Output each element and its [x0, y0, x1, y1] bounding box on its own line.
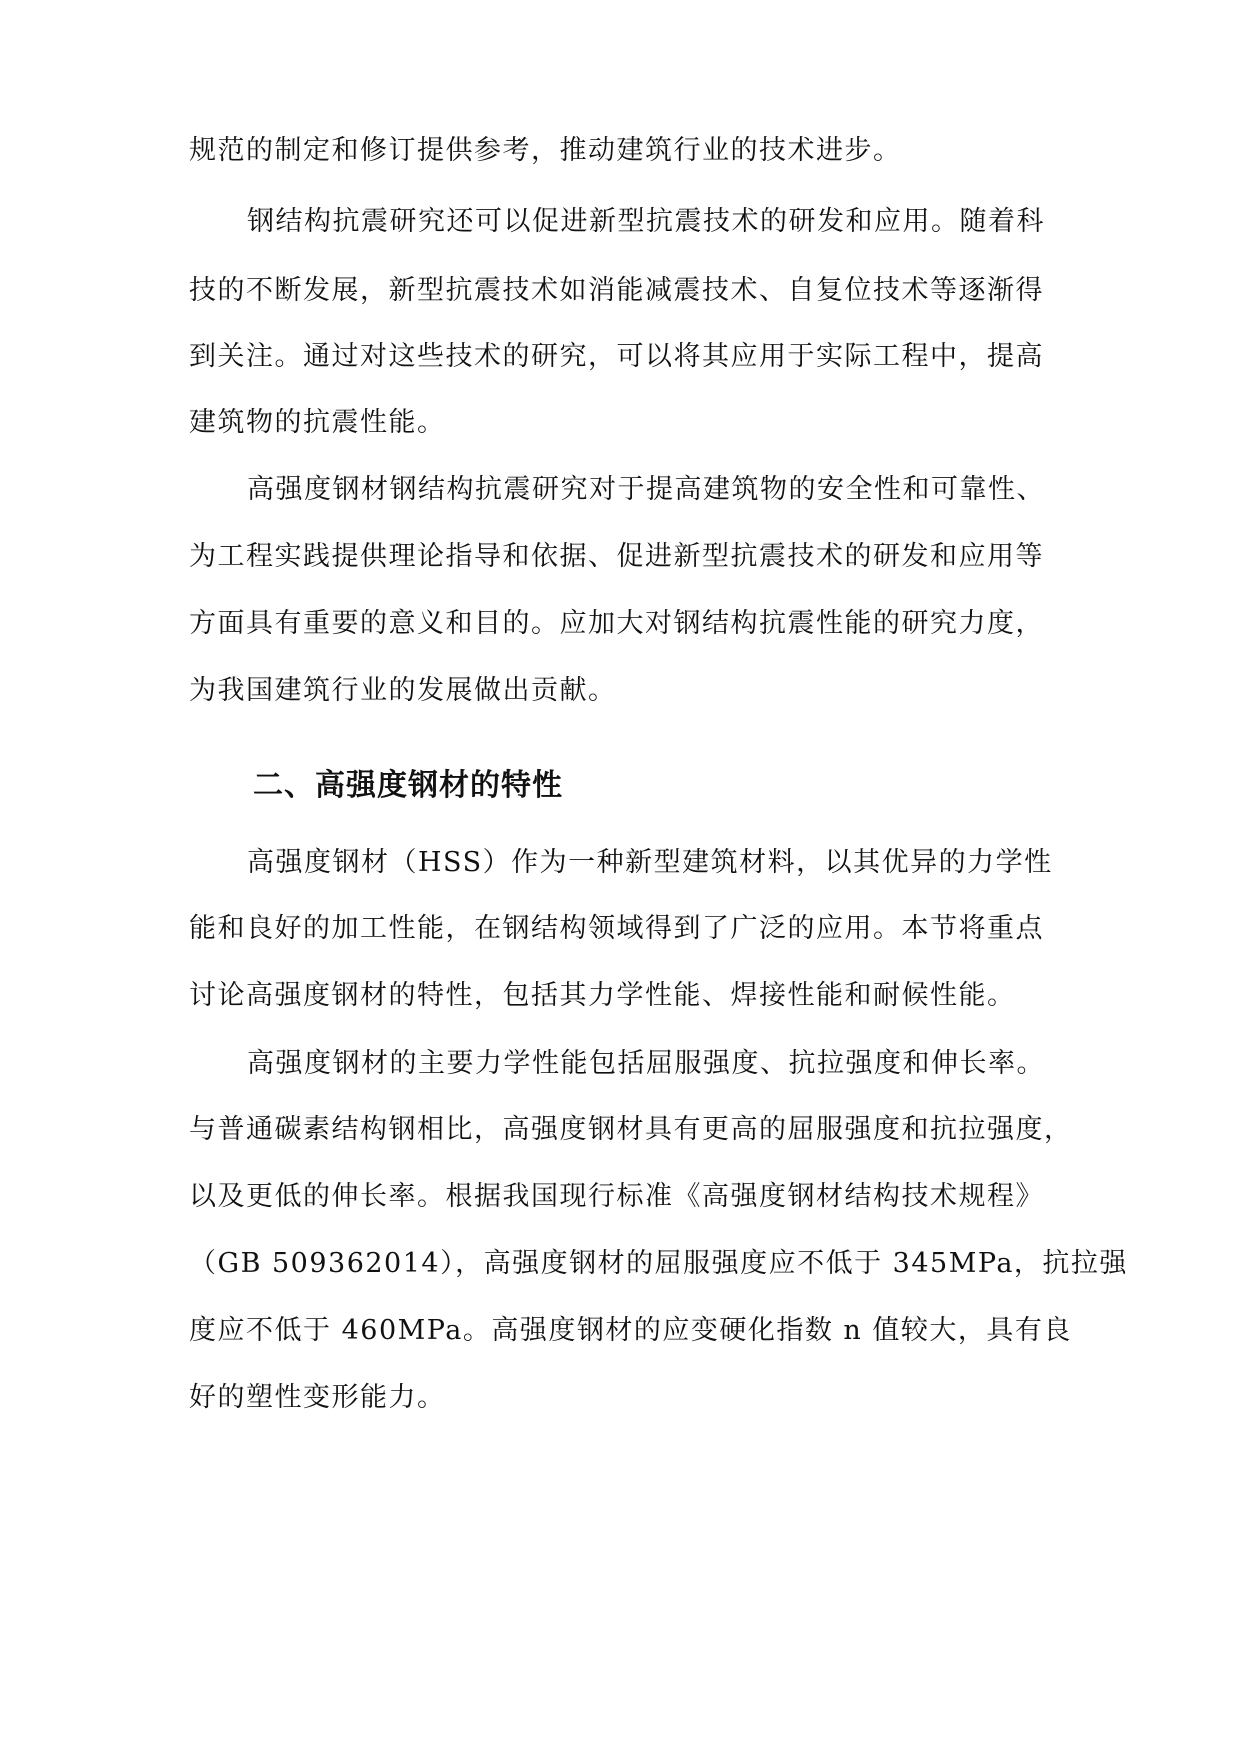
paragraph-line: 度应不低于 460MPa。高强度钢材的应变硬化指数 n 值较大，具有良	[189, 1315, 1072, 1346]
paragraph-line: 方面具有重要的意义和目的。应加大对钢结构抗震性能的研究力度，	[189, 608, 1044, 639]
paragraph-line: 与普通碳素结构钢相比，高强度钢材具有更高的屈服强度和抗拉强度，	[189, 1114, 1073, 1145]
paragraph-line: 高强度钢材（HSS）作为一种新型建筑材料，以其优异的力学性	[247, 847, 1053, 878]
paragraph-line: 好的塑性变形能力。	[189, 1382, 446, 1413]
paragraph-line: 钢结构抗震研究还可以促进新型抗震技术的研发和应用。随着科	[247, 206, 1045, 237]
paragraph-line: （GB 509362014），高强度钢材的屈服强度应不低于 345MPa，抗拉强	[189, 1248, 1128, 1279]
paragraph-line: 为我国建筑行业的发展做出贡献。	[189, 675, 617, 706]
paragraph-line: 到关注。通过对这些技术的研究，可以将其应用于实际工程中，提高	[189, 341, 1044, 372]
paragraph-line: 讨论高强度钢材的特性，包括其力学性能、焊接性能和耐候性能。	[189, 980, 1016, 1011]
paragraph-line: 以及更低的伸长率。根据我国现行标准《高强度钢材结构技术规程》	[189, 1181, 1044, 1212]
paragraph-line: 技的不断发展，新型抗震技术如消能减震技术、自复位技术等逐渐得	[189, 275, 1044, 306]
paragraph-line: 能和良好的加工性能，在钢结构领域得到了广泛的应用。本节将重点	[189, 913, 1044, 944]
paragraph-line: 高强度钢材钢结构抗震研究对于提高建筑物的安全性和可靠性、	[247, 474, 1045, 505]
paragraph-line: 高强度钢材的主要力学性能包括屈服强度、抗拉强度和伸长率。	[247, 1048, 1045, 1079]
section-heading: 二、高强度钢材的特性	[253, 768, 563, 803]
paragraph-line: 为工程实践提供理论指导和依据、促进新型抗震技术的研发和应用等	[189, 541, 1044, 572]
paragraph-line: 建筑物的抗震性能。	[189, 407, 446, 438]
paragraph-line: 规范的制定和修订提供参考，推动建筑行业的技术进步。	[189, 135, 902, 166]
